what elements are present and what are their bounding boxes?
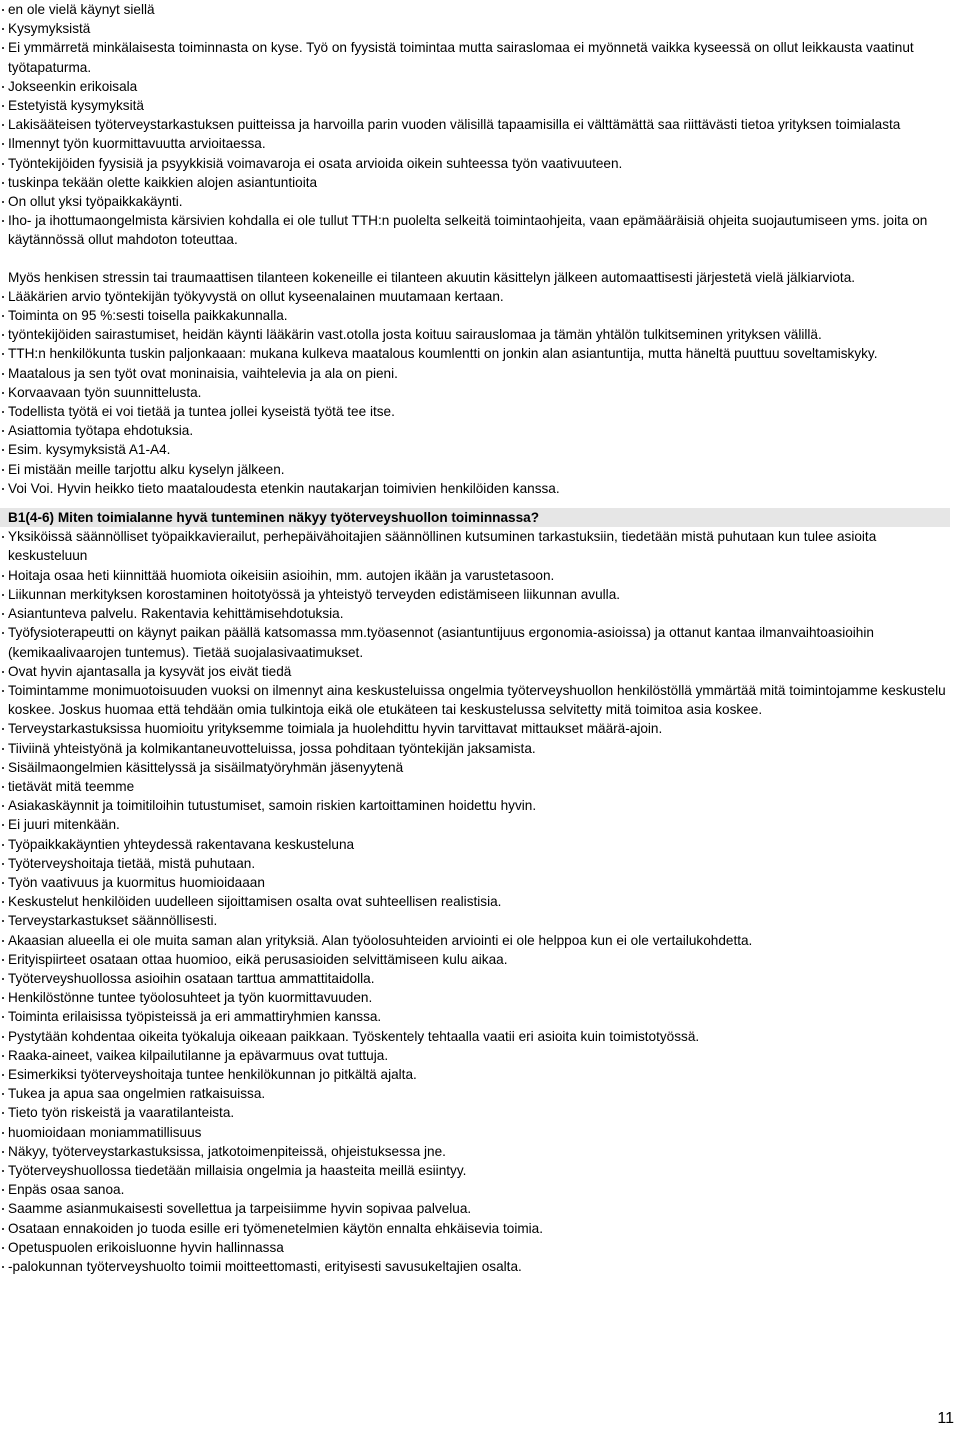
list-item: Terveystarkastukset säännöllisesti.	[0, 911, 960, 930]
list-item: Asiattomia työtapa ehdotuksia.	[0, 421, 960, 440]
list-item: en ole vielä käynyt siellä	[0, 0, 960, 19]
list-item: Ilmennyt työn kuormittavuutta arvioitaessa.	[0, 134, 960, 153]
list-item: Ei ymmärretä minkälaisesta toiminnasta on kyse. Työ on fyysistä toimintaa mutta sairaslomaa ei myönnetä vaikka kyseessä on ollut leikkausta vaatinut työtapaturma.	[0, 38, 960, 76]
list-item: Korvaavaan työn suunnittelusta.	[0, 383, 960, 402]
list-item: Hoitaja osaa heti kiinnittää huomiota oikeisiin asioihin, mm. autojen ikään ja varustetasoon.	[0, 566, 960, 585]
list-item: Työn vaativuus ja kuormitus huomioidaaan	[0, 873, 960, 892]
list-item: TTH:n henkilökunta tuskin paljonkaaan: mukana kulkeva maatalous koumlentti on jonkin alan asiantuntija, mutta häneltä puuttuu soveltamiskyky.	[0, 344, 960, 363]
list-item: Henkilöstönne tuntee työolosuhteet ja työn kuormittavuuden.	[0, 988, 960, 1007]
list-item: Estetyistä kysymyksitä	[0, 96, 960, 115]
list-item: tietävät mitä teemme	[0, 777, 960, 796]
list-item: Pystytään kohdentaa oikeita työkaluja oikeaan paikkaan. Työskentely tehtaalla vaatii eri asioita kuin toimistotyössä.	[0, 1027, 960, 1046]
list-item: Yksiköissä säännölliset työpaikkavierailut, perhepäivähoitajien säännöllinen kutsuminen tarkastuksiin, tiedetään mistä puhutaan kun tulee asioita keskusteluun	[0, 527, 960, 565]
list-item: Lakisääteisen työterveystarkastuksen puitteissa ja harvoilla parin vuoden välisillä tapaamisilla ei välttämättä saa riittävästi tietoa yrityksen toimialasta	[0, 115, 960, 134]
list-item: työntekijöiden sairastumiset, heidän käynti lääkärin vast.otolla josta koituu sairauslomaa ja tämän yhtälön tulkitseminen yrityksen välillä.	[0, 325, 960, 344]
page-number: 11	[937, 1410, 954, 1427]
list-item: Saamme asianmukaisesti sovellettua ja tarpeisiimme hyvin sopivaa palvelua.	[0, 1199, 960, 1218]
list-item: Tiiviinä yhteistyönä ja kolmikantaneuvotteluissa, jossa pohditaan työntekijän jaksamista.	[0, 739, 960, 758]
list-item: Lääkärien arvio työntekijän työkyvystä on ollut kyseenalainen muutamaan kertaan.	[0, 287, 960, 306]
list-item: On ollut yksi työpaikkakäynti.	[0, 192, 960, 211]
list-item: tuskinpa tekään olette kaikkien alojen asiantuntioita	[0, 173, 960, 192]
list-item: Erityispiirteet osataan ottaa huomioo, eikä perusasioiden selvittämiseen kulu aikaa.	[0, 950, 960, 969]
response-list-2	[0, 287, 960, 498]
response-list-1	[0, 0, 960, 250]
list-item: Asiakaskäynnit ja toimitiloihin tutustumiset, samoin riskien kartoittaminen hoidettu hyvin.	[0, 796, 960, 815]
list-item: Työterveyshoitaja tietää, mistä puhutaan.	[0, 854, 960, 873]
list-item: Näkyy, työterveystarkastuksissa, jatkotoimenpiteissä, ohjeistuksessa jne.	[0, 1142, 960, 1161]
list-item: Todellista työtä ei voi tietää ja tuntea jollei kyseistä työtä tee itse.	[0, 402, 960, 421]
list-item: Voi Voi. Hyvin heikko tieto maataloudesta etenkin nautakarjan toimivien henkilöiden kanssa.	[0, 479, 960, 498]
response-paragraph: Myös henkisen stressin tai traumaattisen tilanteen kokeneille ei tilanteen akuutin käsittelyn jälkeen automaattisesti järjestetä vielä jälkiarviota.	[8, 269, 856, 285]
list-item: Enpäs osaa sanoa.	[0, 1180, 960, 1199]
list-item: Opetuspuolen erikoisluonne hyvin hallinnassa	[0, 1238, 960, 1257]
list-item: Asiantunteva palvelu. Rakentavia kehittämisehdotuksia.	[0, 604, 960, 623]
list-item: Toimintamme monimuotoisuuden vuoksi on ilmennyt aina keskusteluissa ongelmia työterveyshuollon henkilöstöllä ymmärtää mitä toimintojamme keskustelu koskee. Joskus huomaa että tehdään omia tulkintoja eikä ole etukäteen tai keskustelussa selvitetty mitä toimitoa asia koskee.	[0, 681, 960, 719]
list-item: Ei juuri mitenkään.	[0, 815, 960, 834]
list-item: Tukea ja apua saa ongelmien ratkaisuissa.	[0, 1084, 960, 1103]
list-item: Toiminta on 95 %:sesti toisella paikkakunnalla.	[0, 306, 960, 325]
list-item: Esimerkiksi työterveyshoitaja tuntee henkilökunnan jo pitkältä ajalta.	[0, 1065, 960, 1084]
list-item: Liikunnan merkityksen korostaminen hoitotyössä ja yhteistyö terveyden edistämiseen liikunnan avulla.	[0, 585, 960, 604]
list-item: Akaasian alueella ei ole muita saman alan yrityksiä. Alan työolosuhteiden arviointi ei ole helppoa kun ei ole vertailukohdetta.	[0, 931, 960, 950]
list-item: Työntekijöiden fyysisiä ja psyykkisiä voimavaroja ei osata arvioida oikein suhteessa työn vaativuuteen.	[0, 154, 960, 173]
list-item: Ei mistään meille tarjottu alku kyselyn jälkeen.	[0, 460, 960, 479]
list-item: Ovat hyvin ajantasalla ja kysyvät jos eivät tiedä	[0, 662, 960, 681]
list-item: Osataan ennakoiden jo tuoda esille eri työmenetelmien käytön ennalta ehkäisevia toimia.	[0, 1219, 960, 1238]
list-item: Kysymyksistä	[0, 19, 960, 38]
list-item: Esim. kysymyksistä A1-A4.	[0, 440, 960, 459]
list-item: Tieto työn riskeistä ja vaaratilanteista.	[0, 1103, 960, 1122]
list-item: Terveystarkastuksissa huomioitu yrityksemme toimiala ja huolehdittu hyvin tarvittavat mittaukset määrä-ajoin.	[0, 719, 960, 738]
list-item: Raaka-aineet, vaikea kilpailutilanne ja epävarmuus ovat tuttuja.	[0, 1046, 960, 1065]
list-item: Työterveyshuollossa tiedetään millaisia ongelmia ja haasteita meillä esiintyy.	[0, 1161, 960, 1180]
list-item: Toiminta erilaisissa työpisteissä ja eri ammattiryhmien kanssa.	[0, 1007, 960, 1026]
response-list-3	[0, 527, 960, 1276]
list-item: -palokunnan työterveyshuolto toimii moitteettomasti, erityisesti savusukeltajien osalta.	[0, 1257, 960, 1276]
list-item: Sisäilmaongelmien käsittelyssä ja sisäilmatyöryhmän jäsenyytenä	[0, 758, 960, 777]
list-item: Työpaikkakäyntien yhteydessä rakentavana keskusteluna	[0, 835, 960, 854]
list-item: huomioidaan moniammatillisuus	[0, 1123, 960, 1142]
list-item: Jokseenkin erikoisala	[0, 77, 960, 96]
list-item: Työterveyshuollossa asioihin osataan tarttua ammattitaidolla.	[0, 969, 960, 988]
list-item: Maatalous ja sen työt ovat moninaisia, vaihtelevia ja ala on pieni.	[0, 364, 960, 383]
list-item: Iho- ja ihottumaongelmista kärsivien kohdalla ei ole tullut TTH:n puolelta selkeitä toimintaohjeita, vaan epämääräisiä ohjeita suojautumiseen yms. joita on käytännössä ollut mahdoton toteuttaa.	[0, 211, 960, 249]
section-heading: B1(4-6) Miten toimialanne hyvä tunteminen näkyy työterveyshuollon toiminnassa?	[0, 508, 950, 527]
list-item: Työfysioterapeutti on käynyt paikan päällä katsomassa mm.työasennot (asiantuntijuus ergonomia-asioissa) ja ottanut kantaa ilmanvaihtoasioihin (kemikaalivaarojen tuntemus). Tietää suojalasivaatimukset.	[0, 623, 960, 661]
list-item: Keskustelut henkilöiden uudelleen sijoittamisen osalta ovat suhteellisen realistisia.	[0, 892, 960, 911]
